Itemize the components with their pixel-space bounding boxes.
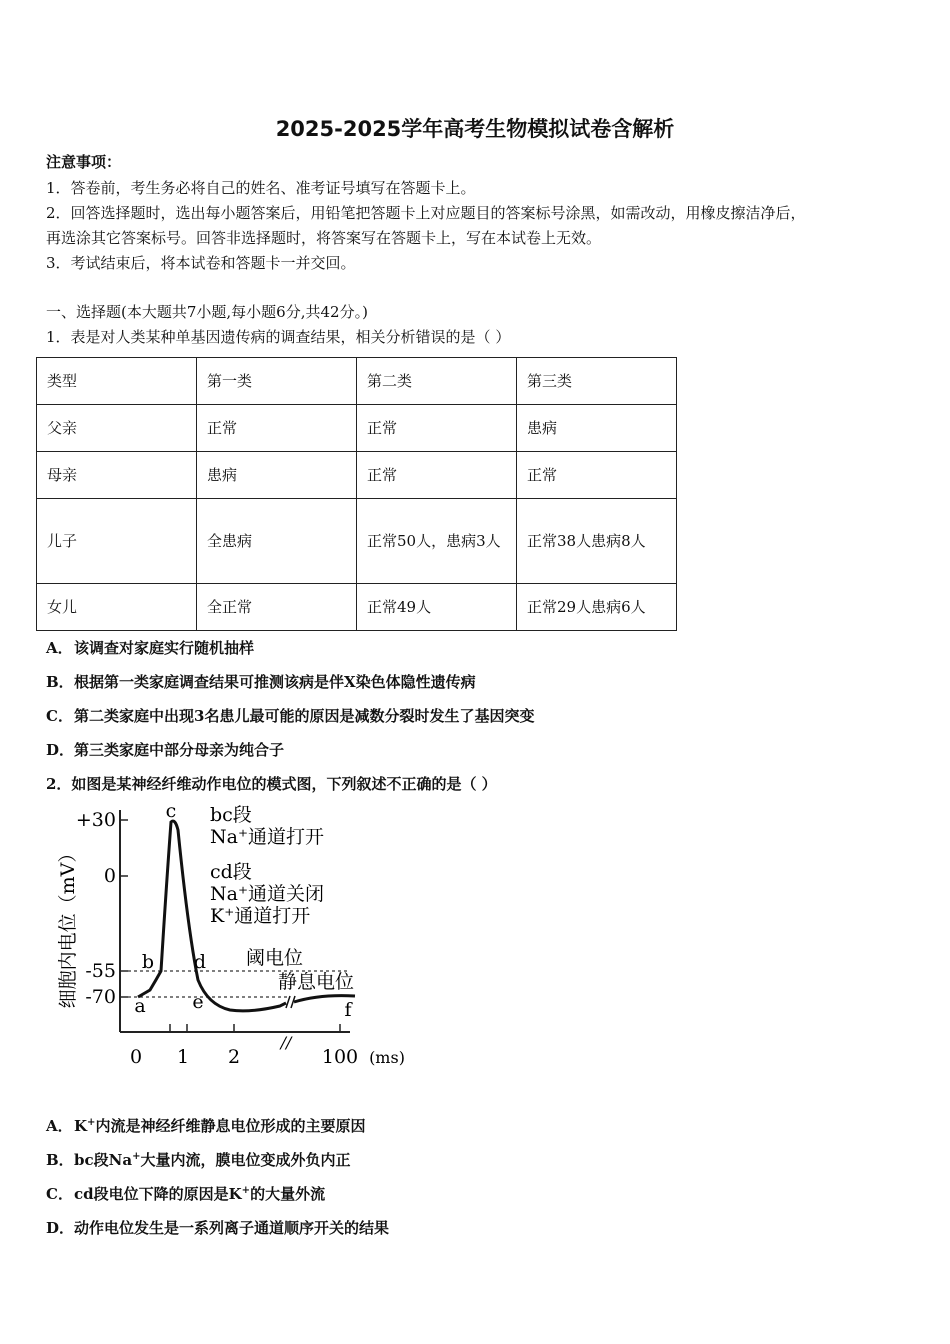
x-tick-label: 2 — [227, 1046, 241, 1068]
point-label-d: d — [193, 951, 207, 973]
table-cell: 全正常 — [197, 584, 357, 631]
table-cell: 父亲 — [37, 405, 197, 452]
table-cell: 儿子 — [37, 499, 197, 584]
y-tick-label: 0 — [103, 865, 116, 887]
annotation-cd-k-open: K⁺通道打开 — [210, 905, 311, 927]
table-header-cell: 第一类 — [197, 358, 357, 405]
q2-option-a: A．K+内流是神经纤维静息电位形成的主要原因 — [46, 1117, 366, 1135]
q1-option-c: C．第二类家庭中出现3名患儿最可能的原因是减数分裂时发生了基因突变 — [46, 707, 535, 725]
table-header-cell: 类型 — [37, 358, 197, 405]
page-title: 2025-2025学年高考生物模拟试卷含解析 — [275, 117, 675, 141]
q1-option-d: D．第三类家庭中部分母亲为纯合子 — [46, 741, 285, 759]
table-cell: 正常 — [197, 405, 357, 452]
q2-option-b: B．bc段Na+大量内流，膜电位变成外负内正 — [46, 1151, 351, 1169]
table-cell: 正常50人，患病3人 — [357, 499, 517, 584]
x-tick-label: 1 — [176, 1046, 190, 1068]
x-tick-label: 100 — [321, 1046, 359, 1068]
q2-option-d: D．动作电位发生是一系列离子通道顺序开关的结果 — [46, 1219, 390, 1237]
q2-option-c: C．cd段电位下降的原因是K+的大量外流 — [46, 1185, 326, 1203]
annotation-bc-segment: bc段 — [210, 804, 252, 826]
table-cell: 正常 — [517, 452, 677, 499]
note-item: 3．考试结束后，将本试卷和答题卡一并交回。 — [46, 254, 356, 272]
point-label-f: f — [344, 999, 352, 1021]
point-label-a: a — [134, 995, 146, 1017]
table-cell: 患病 — [197, 452, 357, 499]
table-cell: 全患病 — [197, 499, 357, 584]
axis-break-mark: // — [280, 1033, 292, 1052]
table-cell: 正常38人患病8人 — [517, 499, 677, 584]
notes-heading: 注意事项： — [46, 153, 122, 171]
annotation-cd-segment: cd段 — [210, 861, 252, 883]
table-cell: 正常29人患病6人 — [517, 584, 677, 631]
question-2-stem: 2．如图是某神经纤维动作电位的模式图，下列叙述不正确的是（ ） — [46, 775, 497, 793]
survey-table — [36, 357, 677, 631]
y-tick-label: -70 — [85, 986, 116, 1008]
action-potential-figure — [50, 800, 420, 1075]
point-label-c: c — [165, 800, 177, 822]
section-heading: 一、选择题(本大题共7小题,每小题6分,共42分。) — [46, 303, 368, 321]
x-axis-unit: (ms) — [369, 1048, 405, 1067]
point-label-b: b — [141, 951, 155, 973]
resting-label: 静息电位 — [278, 971, 355, 993]
y-tick-label: +30 — [75, 809, 116, 831]
q1-option-b: B．根据第一类家庭调查结果可推测该病是伴X染色体隐性遗传病 — [46, 673, 476, 691]
note-item: 再选涂其它答案标号。回答非选择题时，将答案写在答题卡上，写在本试卷上无效。 — [46, 229, 602, 247]
table-cell: 正常49人 — [357, 584, 517, 631]
table-row — [37, 405, 677, 452]
table-cell: 患病 — [517, 405, 677, 452]
y-axis-label: 细胞内电位（mV） — [57, 843, 79, 1009]
y-tick-label: -55 — [85, 960, 116, 982]
table-cell: 正常 — [357, 452, 517, 499]
table-header-cell: 第三类 — [517, 358, 677, 405]
table-row — [37, 584, 677, 631]
table-row — [37, 452, 677, 499]
annotation-bc-na-open: Na⁺通道打开 — [210, 826, 324, 848]
note-item: 1．答卷前，考生务必将自己的姓名、准考证号填写在答题卡上。 — [46, 179, 476, 197]
question-1-stem: 1．表是对人类某种单基因遗传病的调查结果，相关分析错误的是（ ） — [46, 328, 511, 346]
table-cell: 正常 — [357, 405, 517, 452]
threshold-label: 阈电位 — [246, 947, 304, 969]
point-label-e: e — [192, 991, 204, 1013]
note-item: 2．回答选择题时，选出每小题答案后，用铅笔把答题卡上对应题目的答案标号涂黑，如需改动，用橡皮擦洁净后， — [46, 204, 806, 222]
table-row — [37, 499, 677, 584]
x-tick-label: 0 — [129, 1046, 143, 1068]
table-cell: 女儿 — [37, 584, 197, 631]
table-header-cell: 第二类 — [357, 358, 517, 405]
q1-option-a: A．该调查对家庭实行随机抽样 — [46, 639, 255, 657]
curve-break-mark — [286, 996, 290, 1008]
annotation-cd-na-closed: Na⁺通道关闭 — [210, 883, 324, 905]
table-cell: 母亲 — [37, 452, 197, 499]
table-header-row — [37, 358, 677, 405]
